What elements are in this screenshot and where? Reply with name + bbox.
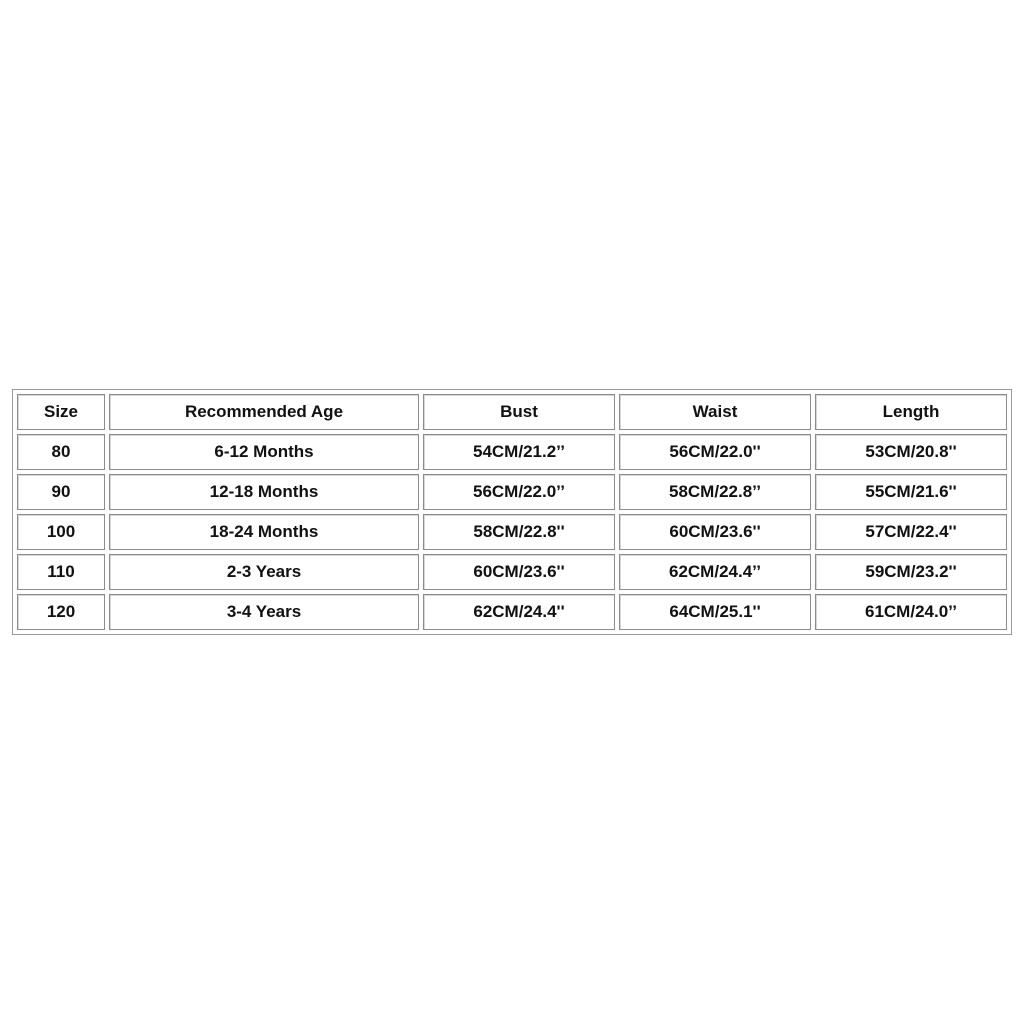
size-chart-table bbox=[12, 389, 1012, 635]
cell-waist: 58CM/22.8’’ bbox=[619, 474, 811, 510]
cell-waist: 64CM/25.1'' bbox=[619, 594, 811, 630]
cell-length: 57CM/22.4'' bbox=[815, 514, 1007, 550]
header-size: Size bbox=[17, 394, 105, 430]
header-recommended-age: Recommended Age bbox=[109, 394, 419, 430]
table-header-row bbox=[17, 394, 1007, 430]
cell-size: 80 bbox=[17, 434, 105, 470]
cell-size: 100 bbox=[17, 514, 105, 550]
cell-age: 12-18 Months bbox=[109, 474, 419, 510]
cell-bust: 60CM/23.6'' bbox=[423, 554, 615, 590]
cell-bust: 58CM/22.8'' bbox=[423, 514, 615, 550]
cell-bust: 54CM/21.2’’ bbox=[423, 434, 615, 470]
cell-bust: 56CM/22.0’’ bbox=[423, 474, 615, 510]
cell-age: 18-24 Months bbox=[109, 514, 419, 550]
table-row bbox=[17, 514, 1007, 550]
cell-waist: 62CM/24.4’’ bbox=[619, 554, 811, 590]
header-waist: Waist bbox=[619, 394, 811, 430]
cell-length: 59CM/23.2'' bbox=[815, 554, 1007, 590]
table-row bbox=[17, 434, 1007, 470]
header-bust: Bust bbox=[423, 394, 615, 430]
cell-size: 110 bbox=[17, 554, 105, 590]
cell-size: 120 bbox=[17, 594, 105, 630]
cell-bust: 62CM/24.4'' bbox=[423, 594, 615, 630]
cell-length: 55CM/21.6'' bbox=[815, 474, 1007, 510]
cell-age: 3-4 Years bbox=[109, 594, 419, 630]
cell-length: 61CM/24.0’’ bbox=[815, 594, 1007, 630]
table-row bbox=[17, 474, 1007, 510]
cell-age: 2-3 Years bbox=[109, 554, 419, 590]
cell-length: 53CM/20.8'' bbox=[815, 434, 1007, 470]
cell-waist: 56CM/22.0'' bbox=[619, 434, 811, 470]
cell-size: 90 bbox=[17, 474, 105, 510]
table-row bbox=[17, 554, 1007, 590]
cell-age: 6-12 Months bbox=[109, 434, 419, 470]
cell-waist: 60CM/23.6'' bbox=[619, 514, 811, 550]
table-row bbox=[17, 594, 1007, 630]
header-length: Length bbox=[815, 394, 1007, 430]
